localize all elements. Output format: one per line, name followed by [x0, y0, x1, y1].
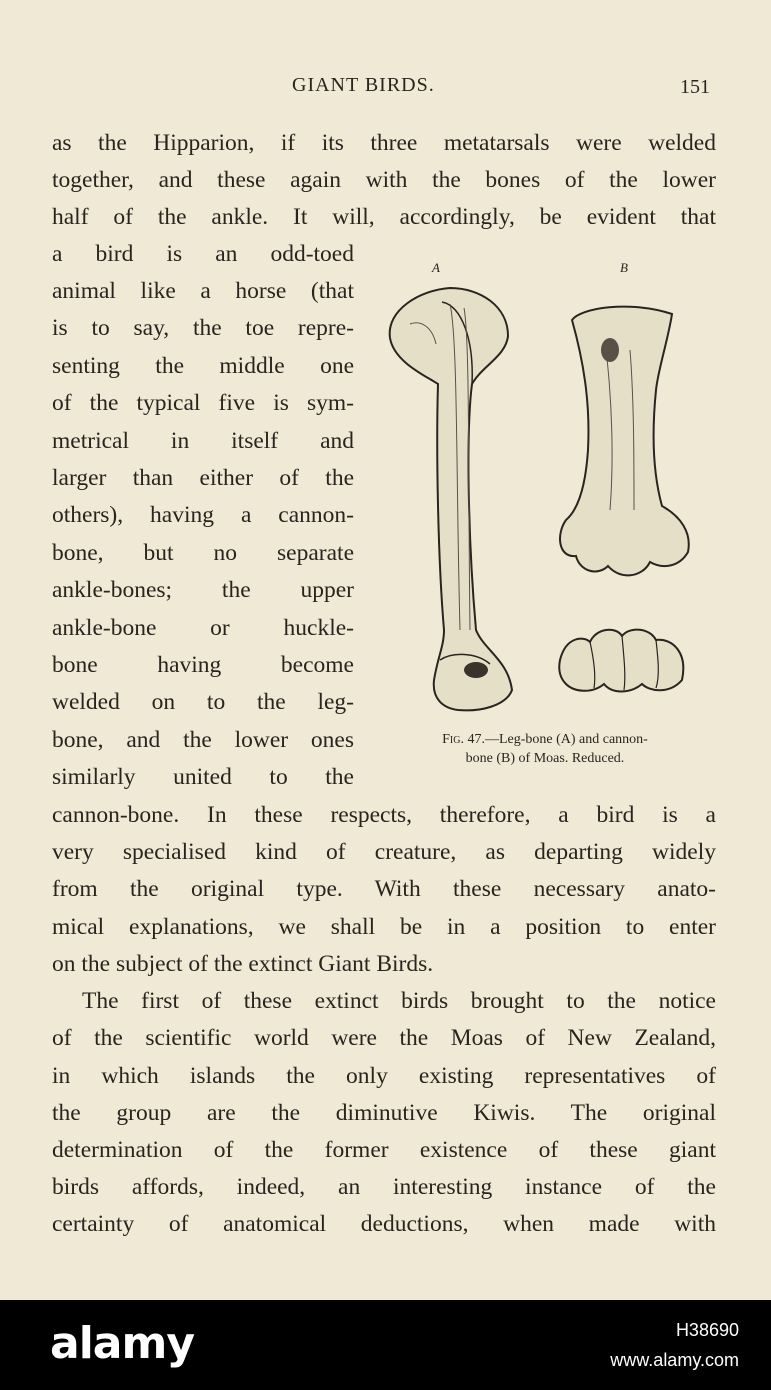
page-number: 151 — [680, 76, 710, 98]
caption-text-1: —Leg-bone (A) and cannon- — [484, 732, 648, 747]
figure-caption — [380, 730, 710, 768]
text-line: bone, and the lower ones — [52, 727, 354, 753]
text-line: larger than either of the — [52, 465, 354, 491]
leg-bone-drawing — [390, 288, 512, 710]
text-line: similarly united to the — [52, 764, 354, 790]
bone-illustration — [380, 280, 710, 720]
text-line: on the subject of the extinct Giant Birds. — [52, 951, 434, 977]
text-line: as the Hipparion, if its three metatarsals were welded — [52, 130, 716, 156]
figure-47 — [380, 258, 710, 778]
caption-line-2: bone (B) of Moas. Reduced. — [465, 751, 625, 766]
text-line: a bird is an odd-toed — [52, 241, 354, 267]
caption-line-1 — [380, 730, 710, 749]
running-head — [0, 74, 771, 100]
text-line: mical explanations, we shall be in a position to enter — [52, 914, 716, 940]
watermark-footer — [0, 1300, 771, 1390]
text-line: The first of these extinct birds brought to the notice — [82, 988, 716, 1014]
text-line: of the typical five is sym- — [52, 390, 354, 416]
figure-label-a: A — [432, 260, 440, 275]
text-line: bone, but no separate — [52, 540, 354, 566]
text-line: others), having a cannon- — [52, 502, 354, 528]
text-line: ankle-bone or huckle- — [52, 615, 354, 641]
text-line: senting the middle one — [52, 353, 354, 379]
text-line: is to say, the toe repre- — [52, 315, 354, 341]
running-title: GIANT BIRDS. — [292, 74, 435, 96]
text-line: animal like a horse (that — [52, 278, 354, 304]
image-id: H38690 — [675, 1320, 739, 1340]
caption-figure-number: Fig. 47. — [442, 732, 485, 747]
text-line: metrical in itself and — [52, 428, 354, 454]
alamy-logo: alamy — [50, 1318, 194, 1369]
brand-url: www.alamy.com — [610, 1350, 739, 1370]
text-line: determination of the former existence of these giant — [52, 1137, 716, 1163]
text-line: in which islands the only existing representatives of — [52, 1063, 716, 1089]
cannon-bone-drawing — [559, 307, 689, 692]
text-line: together, and these again with the bones of the lower — [52, 167, 716, 193]
text-line: welded on to the leg- — [52, 689, 354, 715]
text-line: from the original type. With these necessary anato- — [52, 876, 716, 902]
text-line: of the scientific world were the Moas of New Zealand, — [52, 1025, 716, 1051]
text-line: bone having become — [52, 652, 354, 678]
text-line: birds affords, indeed, an interesting instance of the — [52, 1174, 716, 1200]
text-line: certainty of anatomical deductions, when made with — [52, 1211, 716, 1237]
text-line: half of the ankle. It will, accordingly, be evident that — [52, 204, 716, 230]
text-line: very specialised kind of creature, as departing widely — [52, 839, 716, 865]
figure-label-b: B — [620, 260, 628, 275]
text-line: the group are the diminutive Kiwis. The original — [52, 1100, 716, 1126]
text-line: ankle-bones; the upper — [52, 577, 354, 603]
text-line: cannon-bone. In these respects, therefore, a bird is a — [52, 802, 716, 828]
